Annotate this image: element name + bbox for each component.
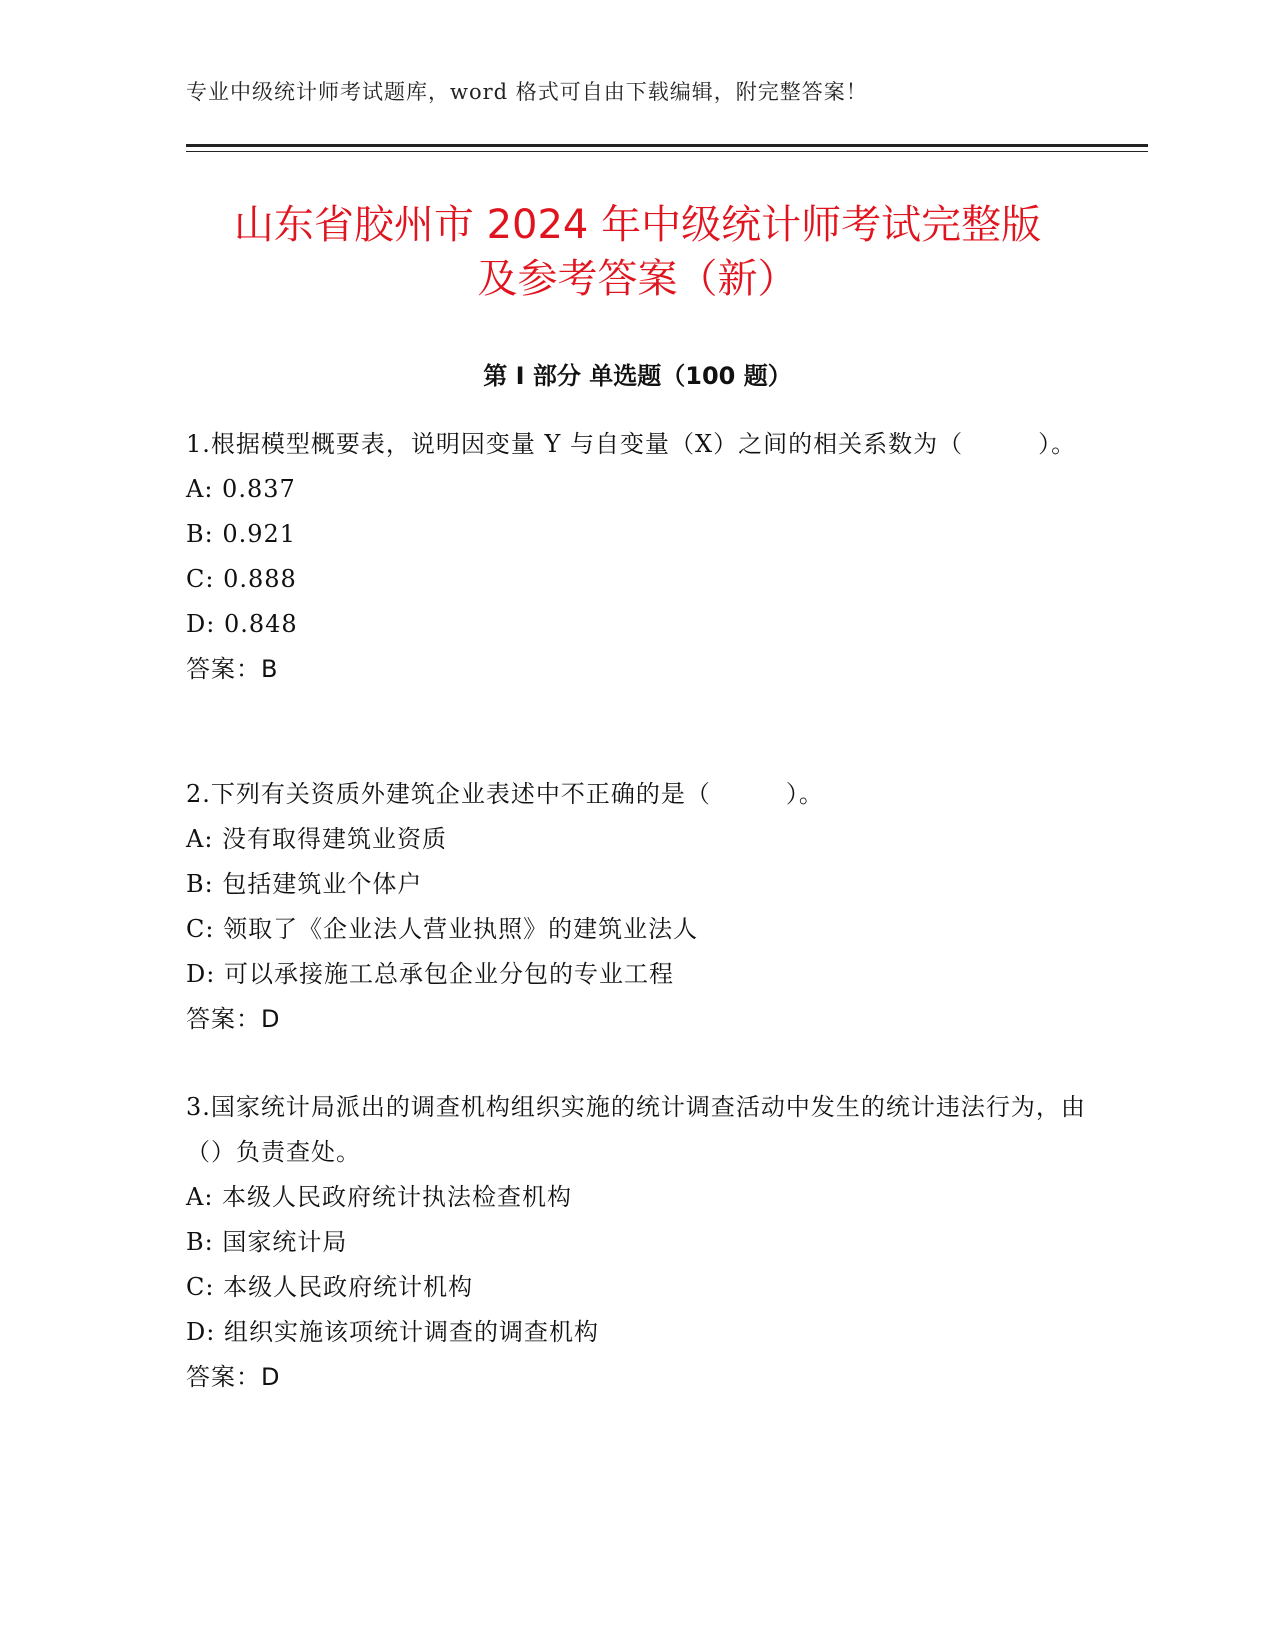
question-3: [186, 1085, 1086, 1400]
question-stem: 1.根据模型概要表，说明因变量 Y 与自变量（X）之间的相关系数为（ ）。: [186, 430, 1077, 458]
question-2: [186, 772, 1086, 1042]
option-a: A: 本级人民政府统计执法检查机构: [186, 1183, 573, 1211]
option-d: D: 0.848: [186, 610, 298, 638]
question-stem: 2.下列有关资质外建筑企业表述中不正确的是（ ）。: [186, 780, 824, 808]
option-a: A: 没有取得建筑业资质: [186, 825, 448, 853]
option-c: C: 0.888: [186, 565, 297, 593]
question-1: [186, 422, 1086, 692]
option-a: A: 0.837: [186, 475, 296, 503]
section-title: 第 I 部分 单选题（100 题）: [483, 362, 792, 390]
title-line-1: 山东省胶州市 2024 年中级统计师考试完整版: [233, 202, 1042, 248]
option-c: C: 本级人民政府统计机构: [186, 1273, 474, 1301]
header-note: 专业中级统计师考试题库，word 格式可自由下载编辑，附完整答案！: [186, 80, 868, 104]
document-title: [170, 198, 1105, 306]
header-rule-thick: [186, 144, 1148, 147]
answer: 答案：D: [186, 1363, 281, 1391]
option-d: D: 组织实施该项统计调查的调查机构: [186, 1318, 599, 1346]
question-stem: 3.国家统计局派出的调查机构组织实施的统计调查活动中发生的统计违法行为，由（）负责查处。: [186, 1093, 1086, 1166]
option-b: B: 0.921: [186, 520, 297, 548]
answer: 答案：D: [186, 1005, 281, 1033]
answer: 答案：B: [186, 655, 279, 683]
option-b: B: 国家统计局: [186, 1228, 348, 1256]
option-c: C: 领取了《企业法人营业执照》的建筑业法人: [186, 915, 699, 943]
header-rule-thin: [186, 151, 1148, 152]
option-d: D: 可以承接施工总承包企业分包的专业工程: [186, 960, 674, 988]
title-line-2: 及参考答案（新）: [477, 256, 798, 302]
option-b: B: 包括建筑业个体户: [186, 870, 423, 898]
